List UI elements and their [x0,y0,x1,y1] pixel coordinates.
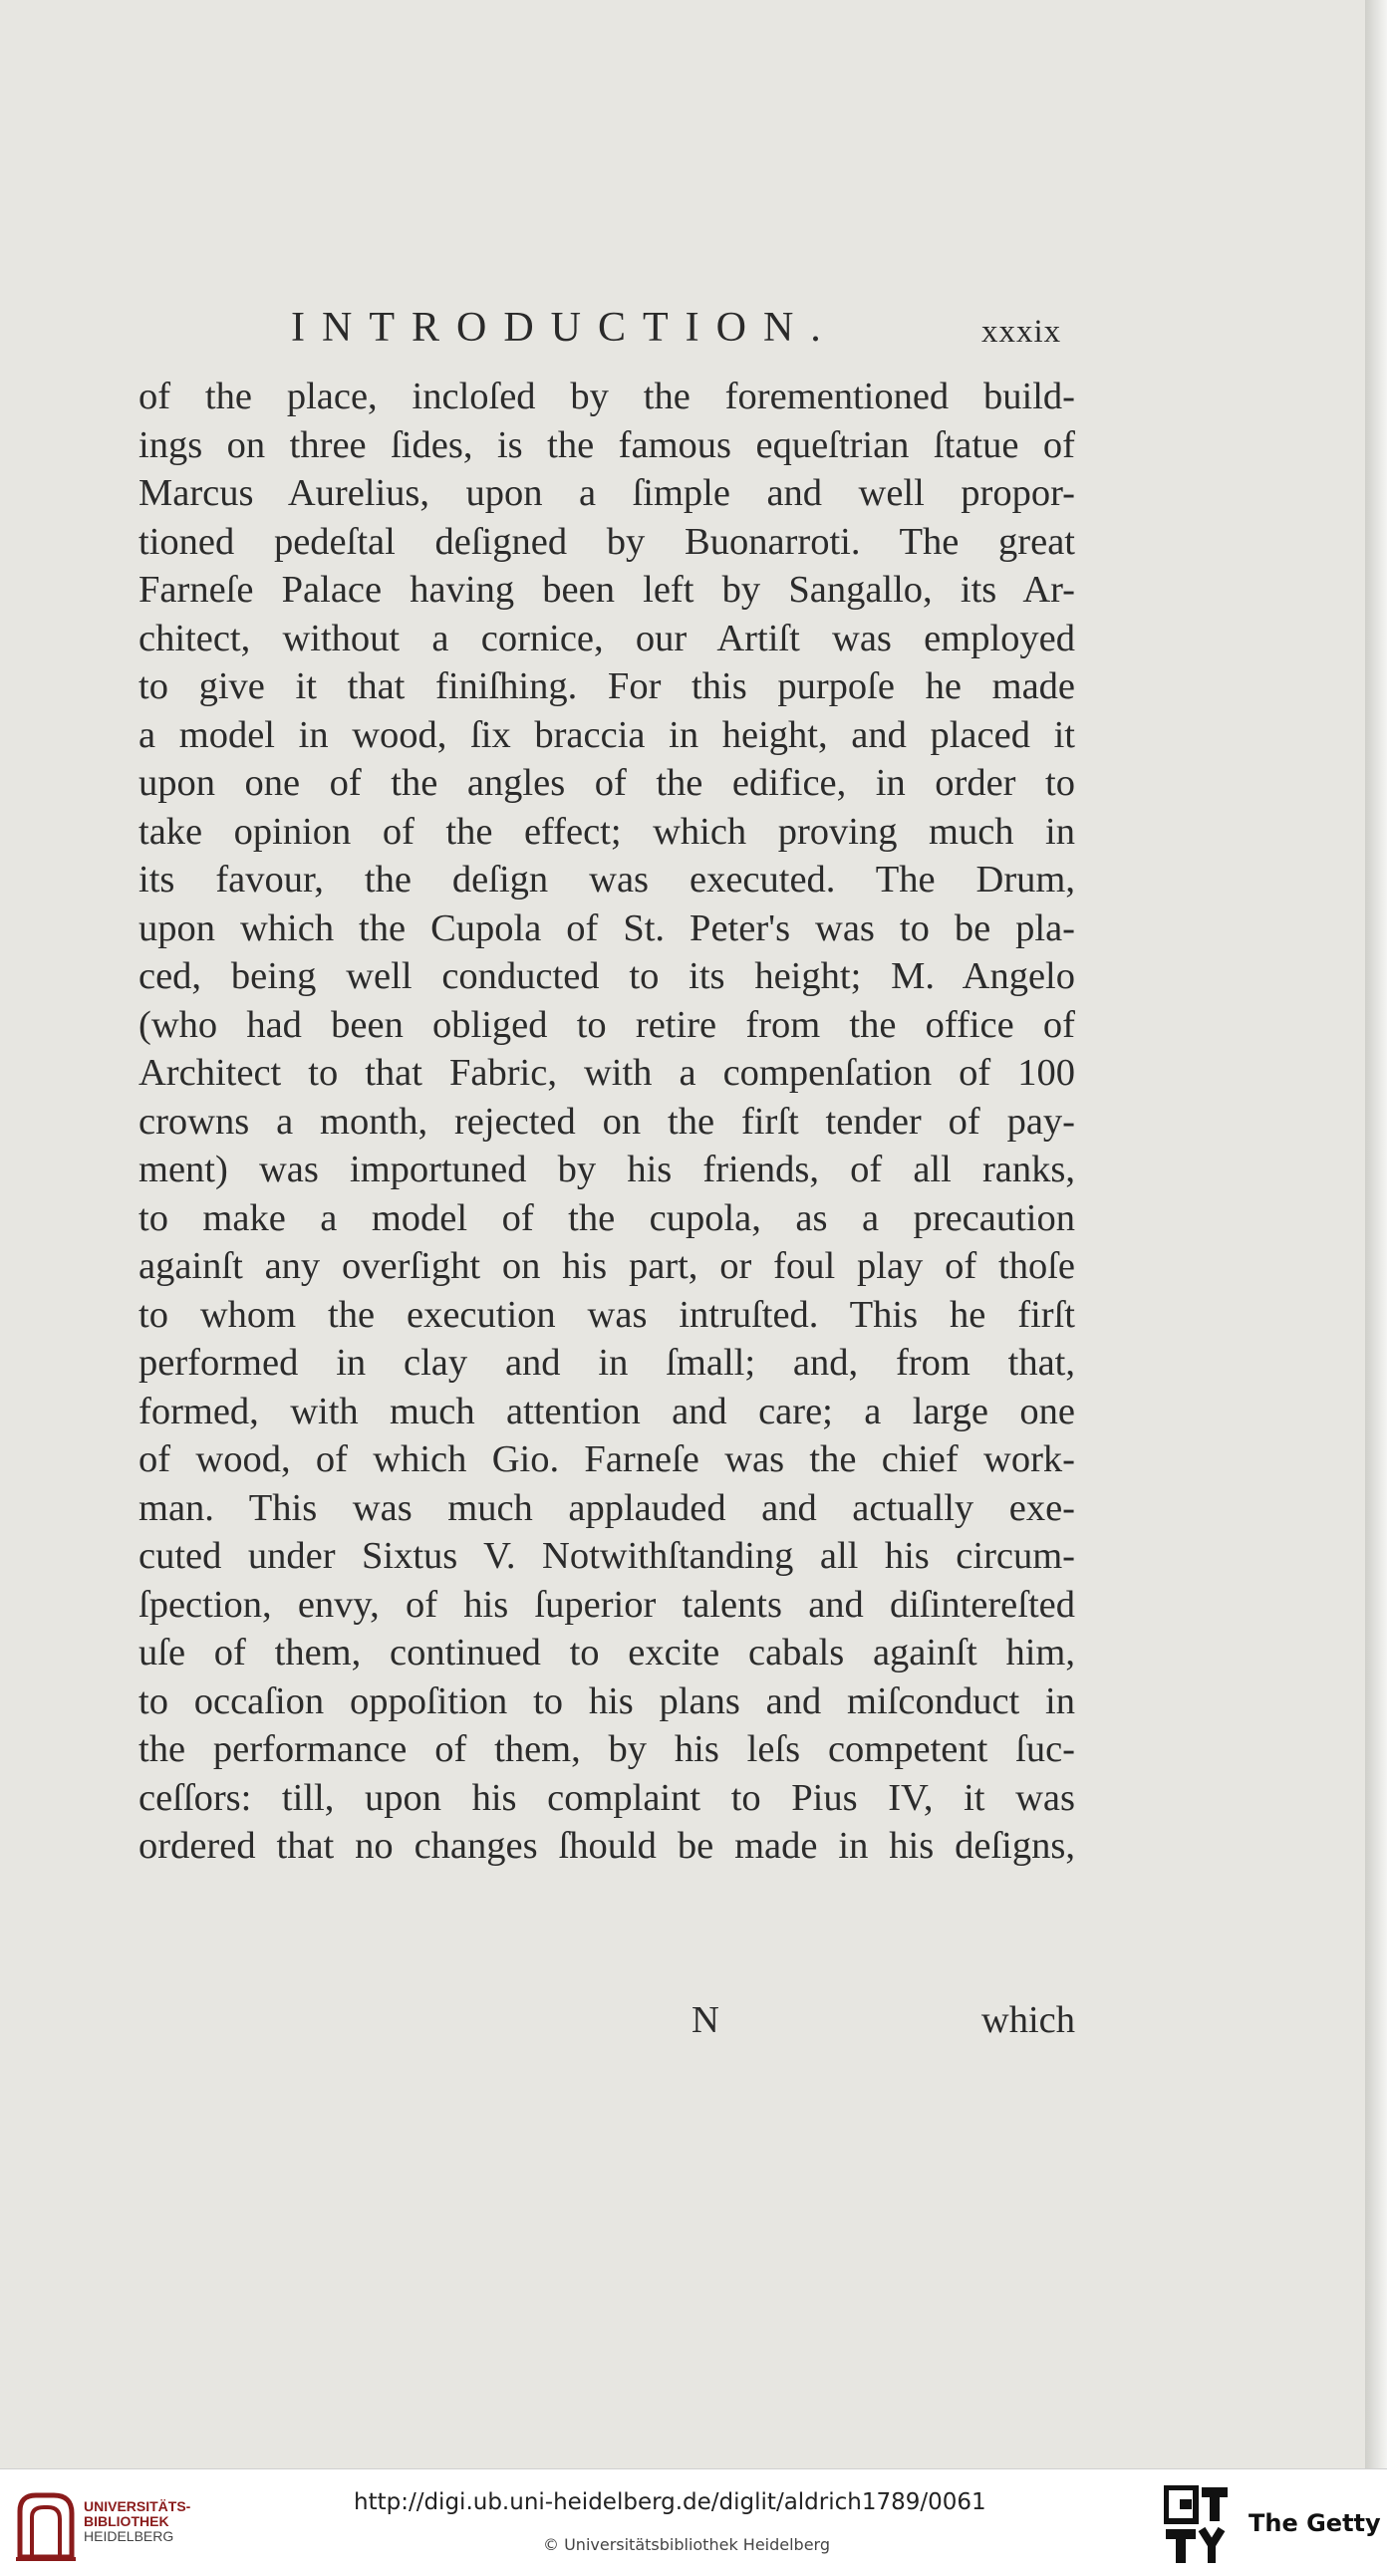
text-line: take opinion of the effect; which proving much in [139,810,1075,853]
text-line: ſpection, envy, of his ſuperior talents and diſintereſted [139,1583,1075,1626]
text-line: cuted under Sixtus V. Notwithſtanding all his circum- [139,1535,1075,1577]
text-line: againſt any overſight on his part, or foul play of thoſe [139,1245,1075,1287]
getty-logo-icon [1164,2485,1230,2565]
text-line: tioned pedeſtal deſigned by Buonarroti. The great [139,520,1075,563]
text-line: ment) was importuned by his friends, of all ranks, [139,1149,1075,1190]
text-line: ceſſors: till, upon his complaint to Pius IV, it was [139,1776,1075,1819]
text-line: upon one of the angles of the edifice, in order to [139,762,1075,804]
library-name: UNIVERSITÄTS- BIBLIOTHEK HEIDELBERG [84,2498,191,2544]
text-line: chitect, without a cornice, our Artiſt was employed [139,617,1075,659]
text-line: crowns a month, rejected on the firſt tender of pay- [139,1100,1075,1143]
text-line: to make a model of the cupola, as a precaution [139,1196,1075,1239]
text-line: performed in clay and in ſmall; and, from that, [139,1342,1075,1384]
text-line: uſe of them, continued to excite cabals againſt him, [139,1632,1075,1674]
page-header [0,304,1365,364]
provenance-footer [0,2468,1387,2576]
text-line: ings on three ſides, is the famous equeſtrian ſtatue of [139,423,1075,466]
text-line: ced, being well conducted to its height; M. Angelo [139,955,1075,997]
source-url-link[interactable]: http://digi.ub.uni-heidelberg.de/diglit/aldrich1789/0061 [354,2489,986,2515]
ub-heidelberg-logo [14,2485,78,2563]
text-line: to whom the execution was intruſted. This he firſt [139,1293,1075,1336]
text-line: formed, with much attention and care; a large one [139,1390,1075,1432]
copyright-notice: © Universitätsbibliothek Heidelberg [543,2535,831,2554]
text-line: a model in wood, ſix braccia in height, and placed it [139,713,1075,756]
text-line: ordered that no changes ſhould be made in his deſigns, [139,1825,1075,1867]
page-foot [139,1998,1075,2048]
text-line: of wood, of which Gio. Farneſe was the chief work- [139,1438,1075,1480]
text-line: upon which the Cupola of St. Peter's was to be pla- [139,906,1075,949]
folio-page-number: xxxix [981,314,1062,350]
running-head: INTRODUCTION. [291,305,838,351]
text-line: the performance of them, by his leſs competent ſuc- [139,1728,1075,1770]
text-line: man. This was much applauded and actually exe- [139,1486,1075,1529]
text-line: Architect to that Fabric, with a compenſation of 100 [139,1052,1075,1094]
text-line: to occaſion oppoſition to his plans and miſconduct in [139,1679,1075,1722]
text-line: to give it that finiſhing. For this purpoſe he made [139,665,1075,707]
page-edge-shadow [1365,0,1387,2468]
body-text [139,373,1075,1871]
partner-name: The Getty [1248,2509,1381,2537]
text-line: of the place, incloſed by the forementioned build- [139,376,1075,417]
catchword: which [980,1999,1075,2041]
text-line: its favour, the deſign was executed. The Drum, [139,859,1075,901]
signature-mark: N [692,1999,719,2041]
text-line: Marcus Aurelius, upon a ſimple and well propor- [139,472,1075,514]
text-line: (who had been obliged to retire from the office of [139,1003,1075,1046]
text-line: Farneſe Palace having been left by Sangallo, its Ar- [139,569,1075,611]
